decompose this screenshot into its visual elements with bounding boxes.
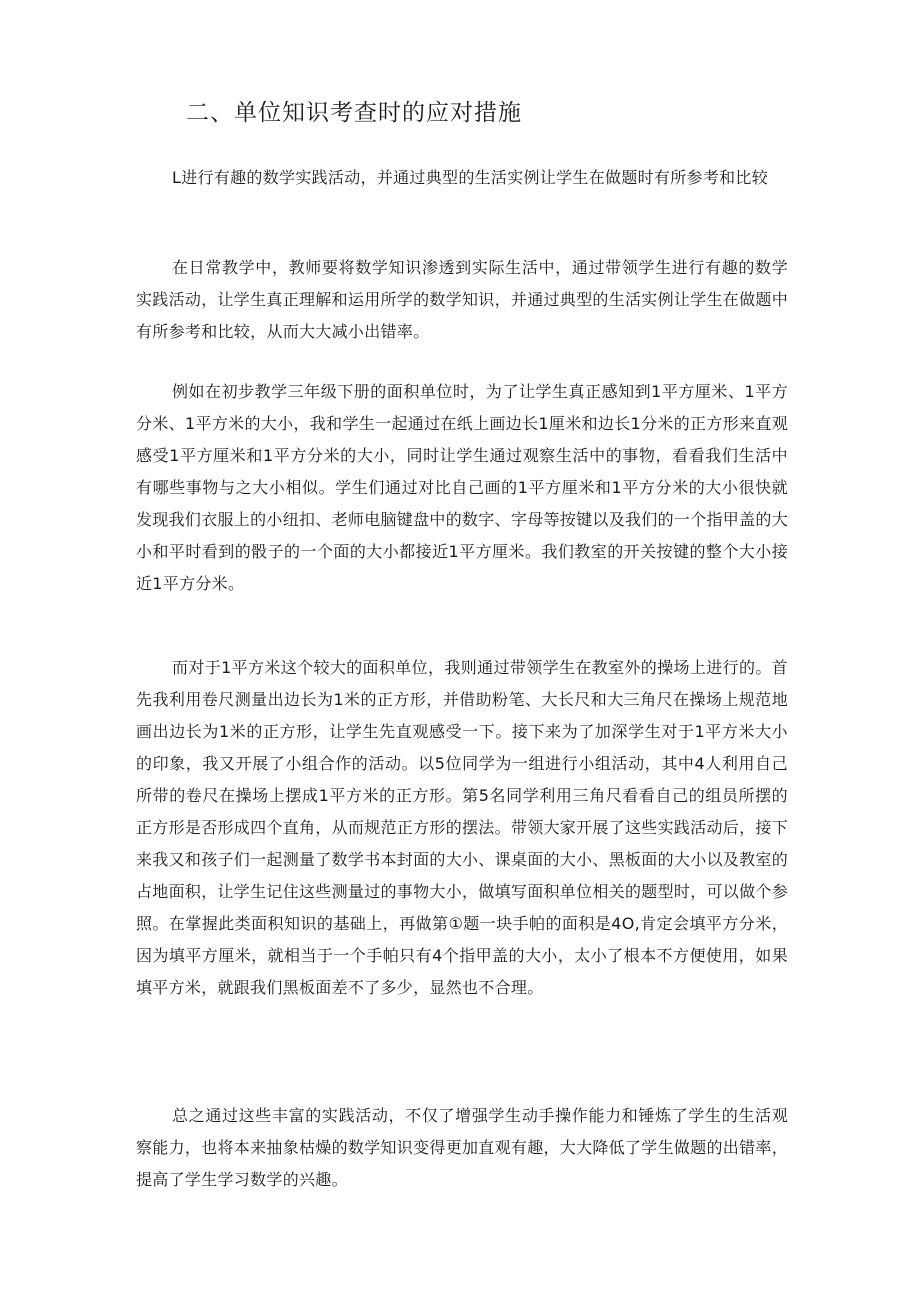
- paragraph-conclusion: 总之通过这些丰富的实践活动，不仅了增强学生动手操作能力和锤炼了学生的生活观察能力，也将本来抽象枯燥的数学知识变得更加直观有趣，大大降低了学生做题的出错率，提高了学生学习数学的兴趣。: [136, 1106, 789, 1189]
- section-heading: 二、单位知识考查时的应对措施: [186, 100, 522, 126]
- paragraph-subheading: L进行有趣的数学实践活动，并通过典型的生活实例让学生在做题时有所参考和比较: [172, 168, 769, 187]
- paragraph-square-meter-activity: 而对于1平方米这个较大的面积单位，我则通过带领学生在教室外的操场上进行的。首先我利用卷尺测量出边长为1米的正方形，并借助粉笔、大长尺和大三角尺在操场上规范地画出边长为1米的正方形，让学生先直观感受一下。接下来为了加深学生对于1平方米大小的印象，我又开展了小组合作的活动。以5位同学为一组进行小组活动，其中4人利用自己所带的卷尺在操场上摆成1平方米的正方形。第5名同学利用三角尺看看自己的组员所摆的正方形是否形成四个直角，从而规范正方形的摆法。带领大家开展了这些实践活动后，接下来我又和孩子们一起测量了数学书本封面的大小、课桌面的大小、黑板面的大小以及教室的占地面积，让学生记住这些测量过的事物大小，做填写面积单位相关的题型时，可以做个参照。在掌握此类面积知识的基础上，再做第①题一块手帕的面积是4O,肯定会填平方分米，因为填平方厘米，就相当于一个手帕只有4个指甲盖的大小，太小了根本不方便使用，如果填平方米，就跟我们黑板面差不了多少，显然也不合理。: [136, 658, 789, 997]
- paragraph-example-area-units: 例如在初步教学三年级下册的面积单位时，为了让学生真正感知到1平方厘米、1平方分米、1平方米的大小，我和学生一起通过在纸上画边长1厘米和边长1分米的正方形来直观感受1平方厘米和1平方分米的大小，同时让学生通过观察生活中的事物，看看我们生活中有哪些事物与之大小相似。学生们通过对比自己画的1平方厘米和1平方分米的大小很快就发现我们衣服上的小纽扣、老师电脑键盘中的数字、字母等按键以及我们的一个指甲盖的大小和平时看到的骰子的一个面的大小都接近1平方厘米。我们教室的开关按键的整个大小接近1平方分米。: [136, 382, 789, 593]
- paragraph-intro: 在日常教学中，教师要将数学知识渗透到实际生活中，通过带领学生进行有趣的数学实践活动，让学生真正理解和运用所学的数学知识，并通过典型的生活实例让学生在做题中有所参考和比较，从而大大减小出错率。: [136, 258, 789, 341]
